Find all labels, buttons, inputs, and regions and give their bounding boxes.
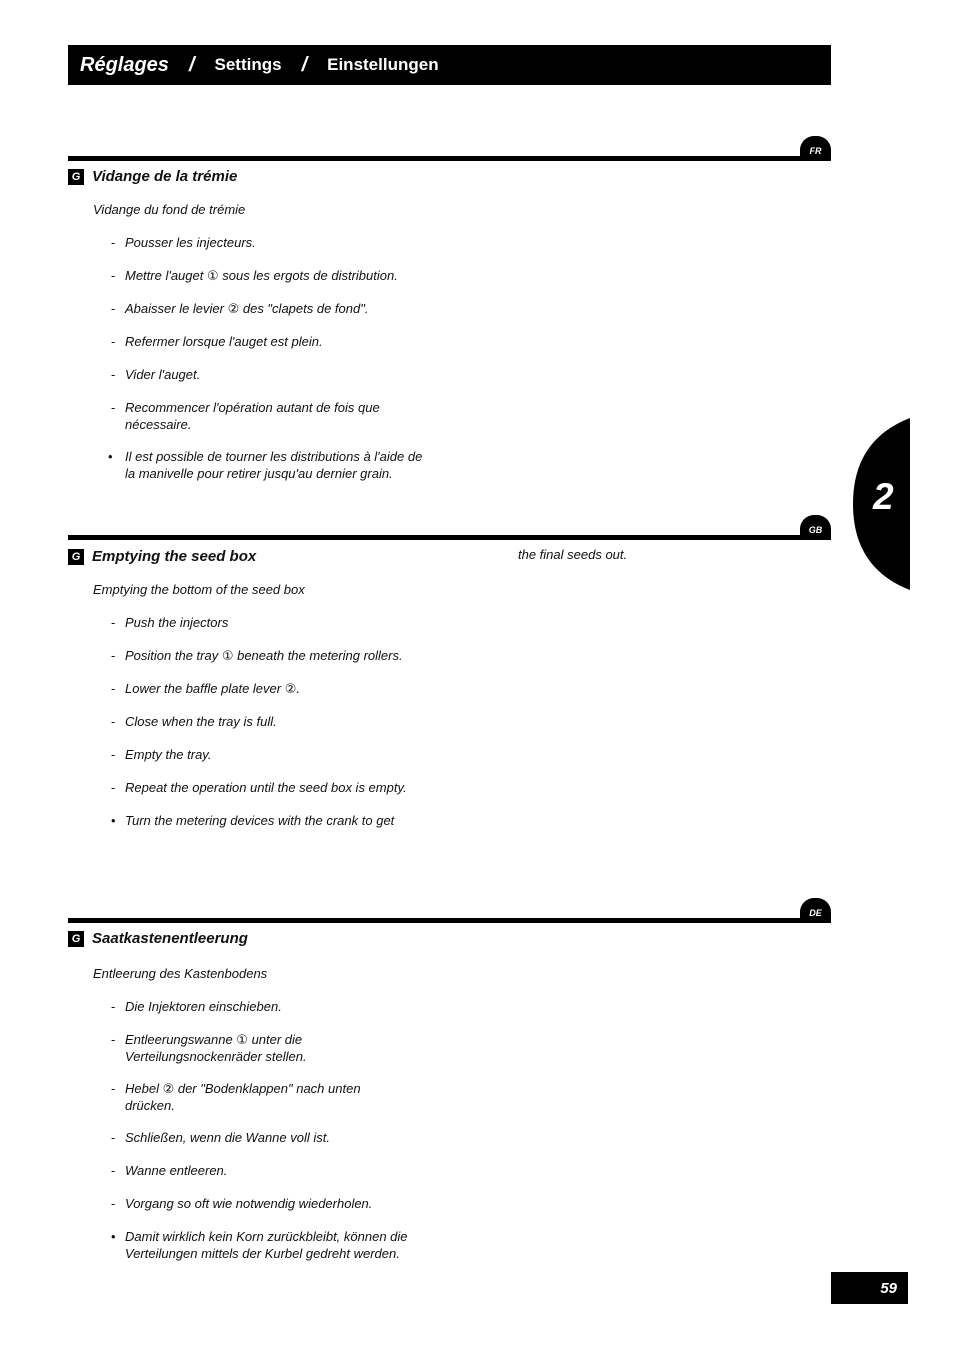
list-item: - Pousser les injecteurs.: [111, 235, 256, 250]
steps-list-de: [110, 999, 410, 1262]
list-item: - Recommencer l'opération autant de fois que nécessaire.: [111, 400, 380, 432]
list-item-note: • Turn the metering devices with the crank to get: [111, 813, 395, 828]
list-item-note: • Damit wirklich kein Korn zurückbleibt, können die Verteilungen mittels der Kurbel gedreht werden.: [111, 1229, 408, 1261]
list-item: - Close when the tray is full.: [111, 714, 277, 729]
section-title-text: Emptying the seed box: [92, 548, 257, 565]
page-number: 59: [831, 1272, 908, 1304]
list-item: - Entleerungswanne ① unter die Verteilungsnockenräder stellen.: [111, 1032, 307, 1064]
section-title-fr: [68, 168, 237, 185]
list-item: - Schließen, wenn die Wanne voll ist.: [111, 1130, 330, 1145]
list-item: - Vider l'auget.: [111, 367, 201, 382]
list-item: - Mettre l'auget ① sous les ergots de distribution.: [111, 268, 398, 283]
section-marker: G: [68, 931, 84, 947]
chapter-number: 2: [873, 476, 894, 517]
section-title-de: [68, 930, 248, 947]
list-item: - Hebel ② der "Bodenklappen" nach unten drücken.: [111, 1081, 361, 1113]
section-marker: G: [68, 549, 84, 565]
header-title-fr: Réglages: [80, 53, 169, 76]
header-separator: /: [301, 53, 308, 76]
section-intro-de: Entleerung des Kastenbodens: [93, 966, 268, 981]
lang-badge-fr: FR: [800, 136, 831, 161]
section-intro-fr: Vidange du fond de trémie: [93, 202, 246, 217]
steps-list-fr: [110, 235, 430, 482]
list-item: - Repeat the operation until the seed box is empty.: [111, 780, 407, 795]
steps-list-gb: [110, 615, 440, 830]
list-item: - Empty the tray.: [111, 747, 212, 762]
section-intro-gb: Emptying the bottom of the seed box: [93, 582, 305, 597]
list-item: - Die Injektoren einschieben.: [111, 999, 282, 1014]
lang-badge-de: DE: [800, 898, 831, 923]
header-title-de: Einstellungen: [327, 55, 439, 74]
section-rule-de: [68, 918, 831, 923]
section-rule-gb: [68, 535, 831, 540]
list-item: - Vorgang so oft wie notwendig wiederholen.: [111, 1196, 373, 1211]
section-rule-fr: [68, 156, 831, 161]
section-marker: G: [68, 169, 84, 185]
list-item: - Lower the baffle plate lever ②.: [111, 681, 300, 696]
list-item: - Abaisser le levier ② des "clapets de fond".: [111, 301, 369, 316]
section-title-gb: [68, 548, 256, 565]
lang-badge-gb: GB: [800, 515, 831, 540]
header-title-gb: Settings: [214, 55, 282, 74]
page-header: [68, 45, 831, 85]
list-item-note: • Il est possible de tourner les distributions à l'aide de la manivelle pour retirer jusqu'au dernier grain.: [108, 449, 423, 481]
list-item: - Push the injectors: [111, 615, 229, 630]
note-continuation-gb: the final seeds out.: [518, 547, 628, 562]
section-title-text: Saatkastenentleerung: [92, 930, 248, 947]
list-item: - Wanne entleeren.: [111, 1163, 228, 1178]
list-item: - Refermer lorsque l'auget est plein.: [111, 334, 323, 349]
header-separator: /: [188, 53, 195, 76]
list-item: - Position the tray ① beneath the metering rollers.: [111, 648, 403, 663]
section-title-text: Vidange de la trémie: [92, 168, 238, 185]
